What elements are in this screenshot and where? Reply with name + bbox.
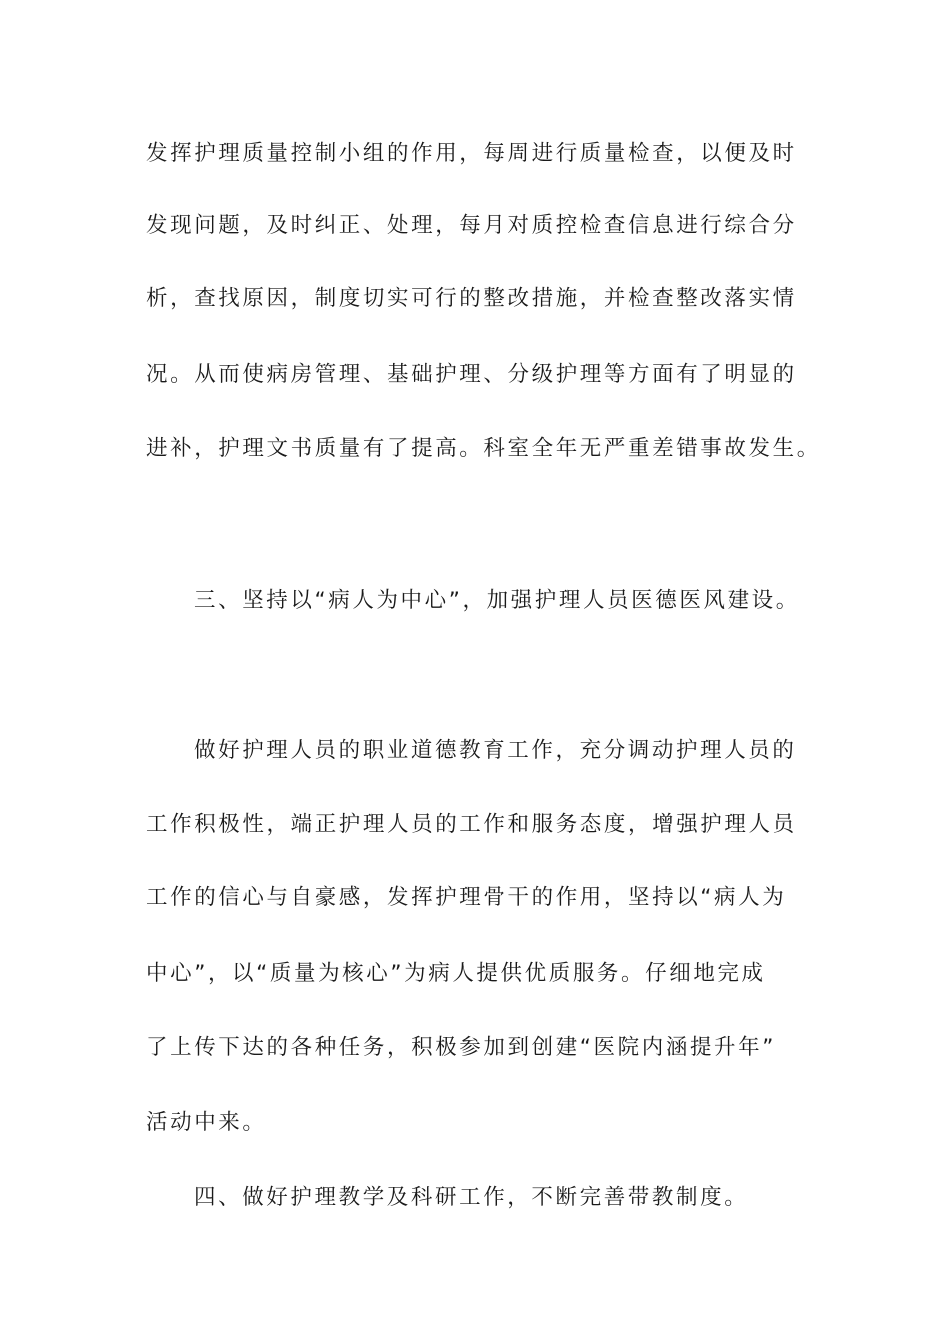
section-heading-3: 三、坚持以“病人为中心”，加强护理人员医德医风建设。 <box>194 588 800 613</box>
paragraph-2-line-5: 了上传下达的各种任务，积极参加到创建“医院内涵提升年” <box>146 1035 776 1060</box>
paragraph-2-line-2: 工作积极性，端正护理人员的工作和服务态度，增强护理人员 <box>146 812 797 837</box>
section-heading-4: 四、做好护理教学及科研工作，不断完善带教制度。 <box>194 1185 749 1210</box>
paragraph-2-line-6: 活动中来。 <box>146 1110 267 1135</box>
paragraph-1-line-4: 况。从而使病房管理、基础护理、分级护理等方面有了明显的 <box>146 362 797 387</box>
paragraph-2-line-3: 工作的信心与自豪感，发挥护理骨干的作用，坚持以“病人为 <box>146 885 787 910</box>
paragraph-2-line-1: 做好护理人员的职业道德教育工作，充分调动护理人员的 <box>194 738 797 763</box>
paragraph-1-line-3: 析，查找原因，制度切实可行的整改措施，并检查整改落实情 <box>146 286 797 311</box>
paragraph-1-line-2: 发现问题，及时纠正、处理，每月对质控检查信息进行综合分 <box>146 213 797 238</box>
paragraph-1-line-5: 进补，护理文书质量有了提高。科室全年无严重差错事故发生。 <box>146 436 821 461</box>
paragraph-1-line-1: 发挥护理质量控制小组的作用，每周进行质量检查，以便及时 <box>146 141 797 166</box>
paragraph-2-line-4: 中心”，以“质量为核心”为病人提供优质服务。仔细地完成 <box>146 961 766 986</box>
